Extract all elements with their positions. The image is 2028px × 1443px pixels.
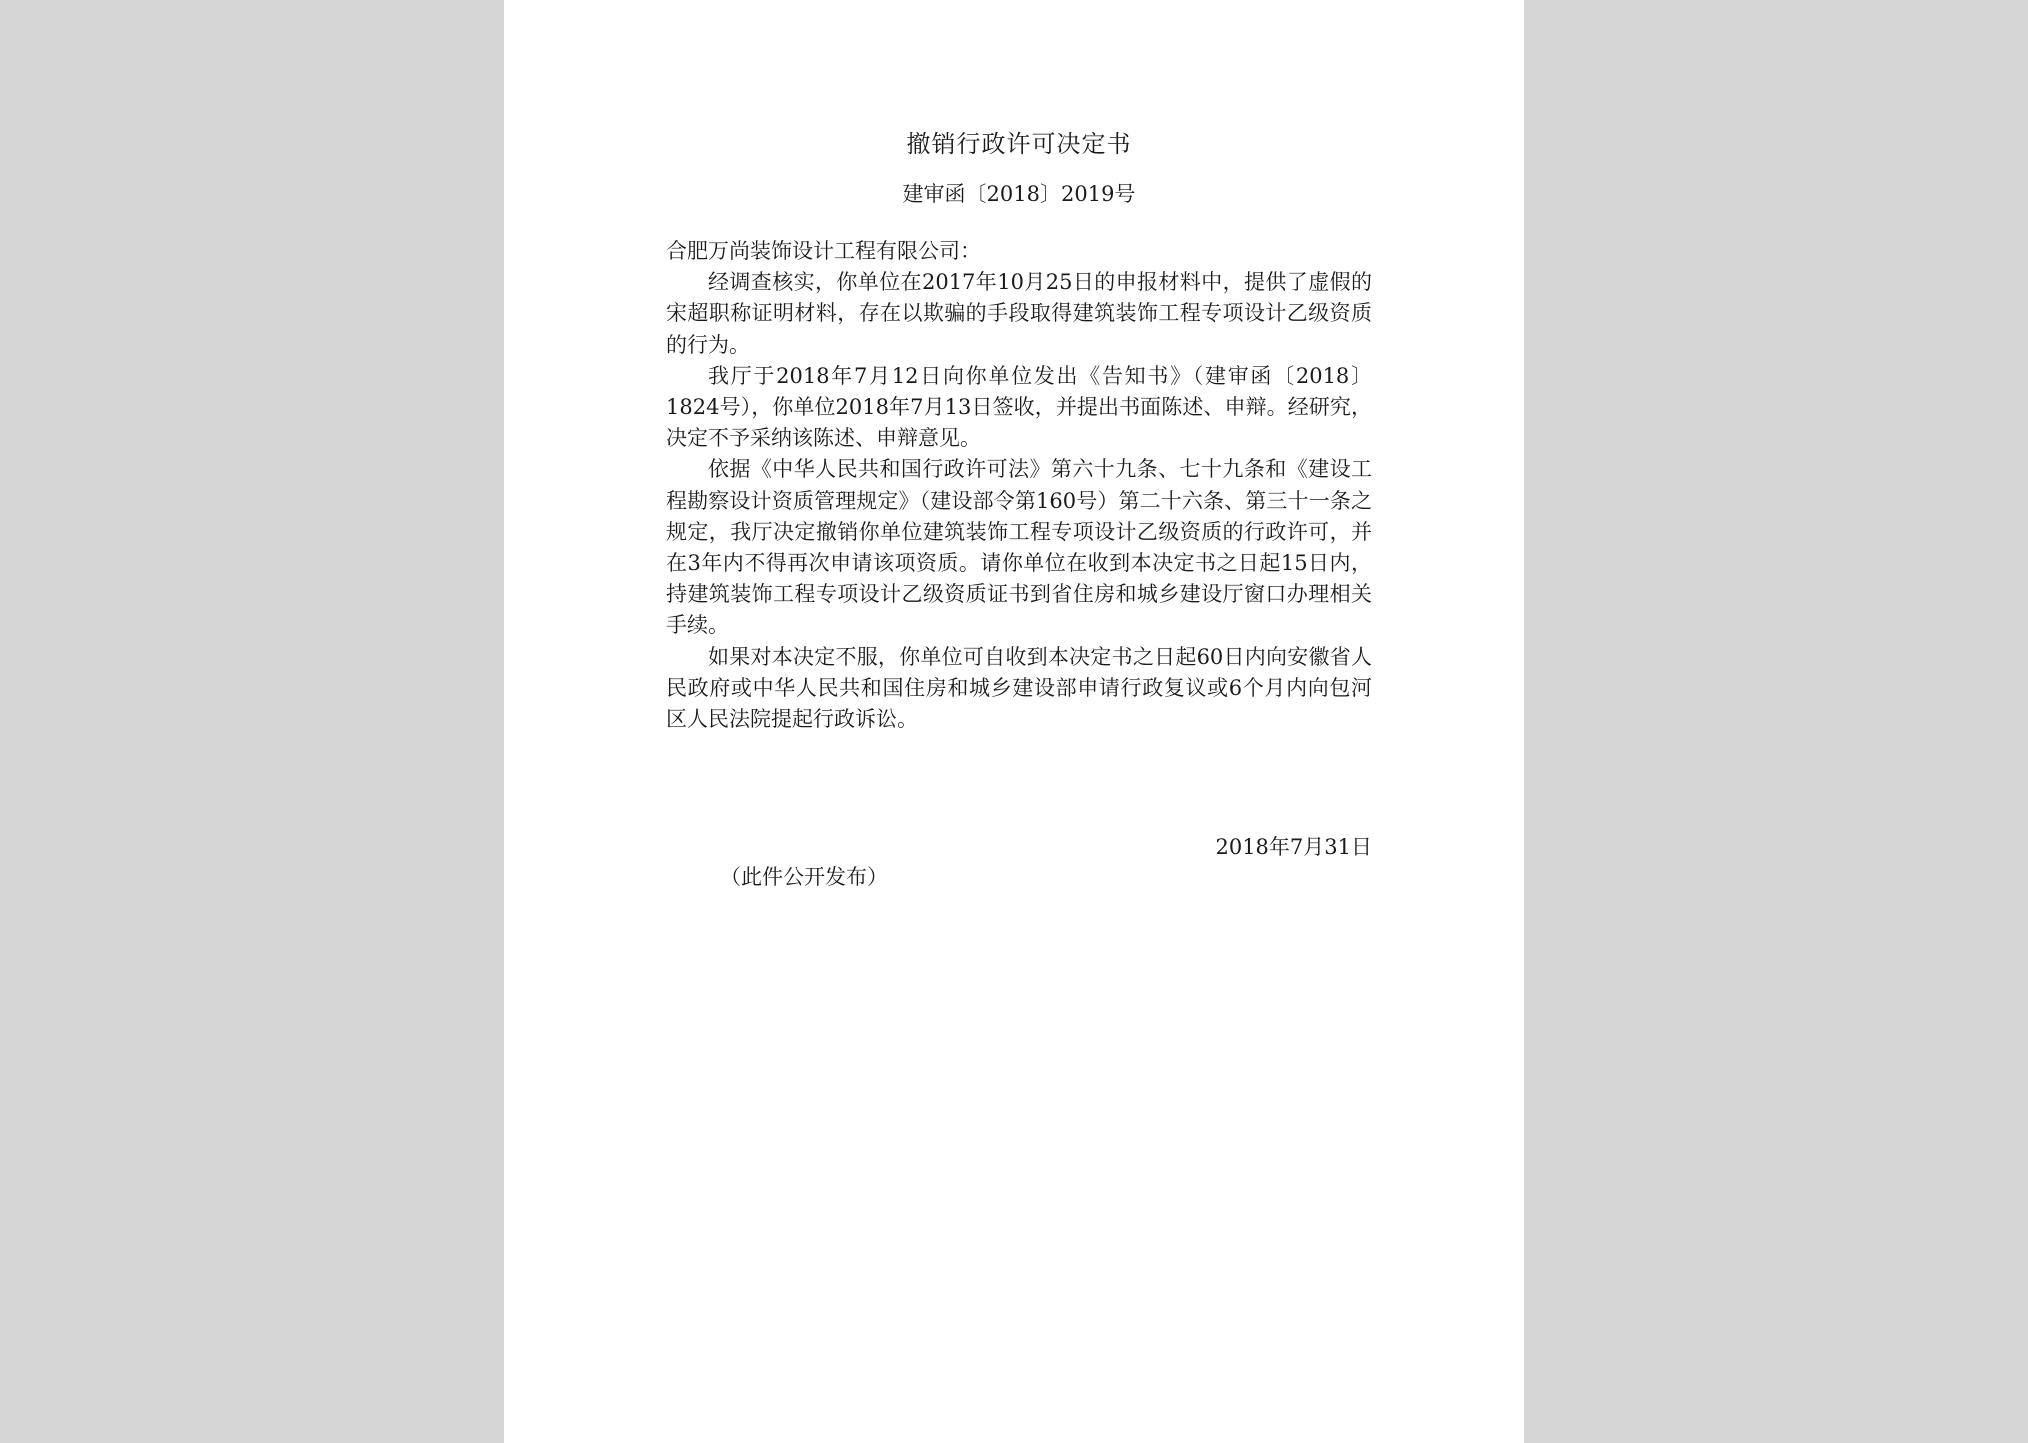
paragraph-4: 如果对本决定不服，你单位可自收到本决定书之日起60日内向安徽省人民政府或中华人民共和国住房和城乡建设部申请行政复议或6个月内向包河区人民法院提起行政诉讼。 (666, 644, 1372, 732)
salutation: 合肥万尚装饰设计工程有限公司： (666, 239, 981, 263)
issue-date: 2018年7月31日 (1215, 835, 1372, 859)
paragraph-1: 经调查核实，你单位在2017年10月25日的申报材料中，提供了虚假的宋超职称证明材料，存在以欺骗的手段取得建筑装饰工程专项设计乙级资质的行为。 (666, 270, 1372, 357)
document-body (666, 236, 1372, 735)
document-number: 建审函〔2018〕2019号 (902, 182, 1136, 206)
document-page (504, 0, 1524, 1443)
paragraph-2: 我厅于2018年7月12日向你单位发出《告知书》（建审函〔2018〕1824号），你单位2018年7月13日签收，并提出书面陈述、申辩。经研究，决定不予采纳该陈述、申辩意见。 (666, 363, 1372, 451)
document-title: 撤销行政许可决定书 (906, 130, 1132, 158)
publication-note: （此件公开发布） (720, 865, 888, 889)
paragraph-3: 依据《中华人民共和国行政许可法》第六十九条、七十九条和《建设工程勘察设计资质管理规定》（建设部令第160号）第二十六条、第三十一条之规定，我厅决定撤销你单位建筑装饰工程专项设计乙级资质的行政许可，并在3年内不得再次申请该项资质。请你单位在收到本决定书之日起15日内，持建筑装饰工程专项设计乙级资质证书到省住房和城乡建设厅窗口办理相关手续。 (666, 457, 1372, 638)
